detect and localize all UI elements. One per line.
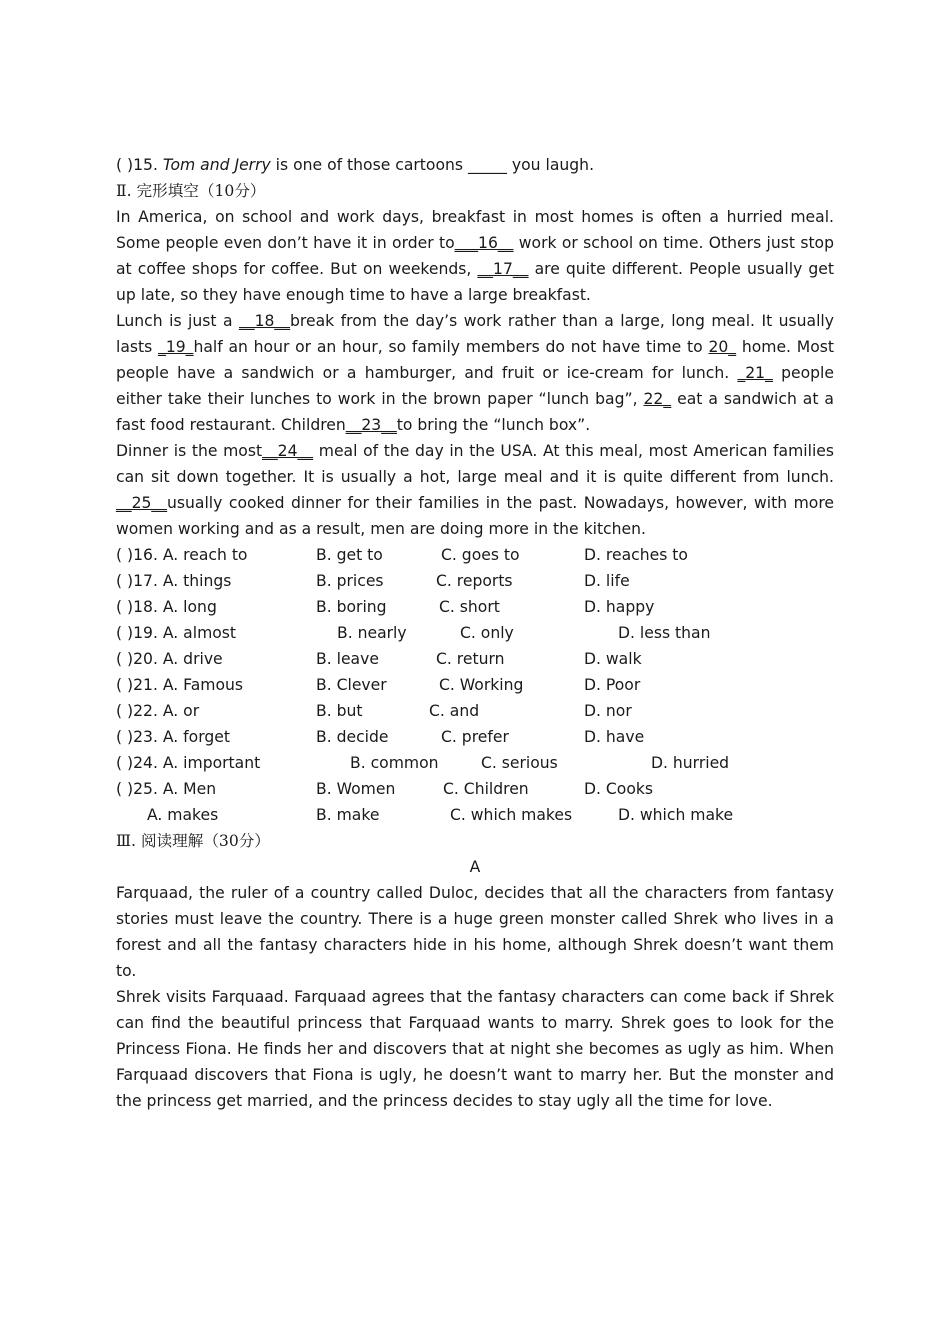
cloze-text: meal of the day in the USA. At this meal, most American families can sit down together. It is usually a hot, large meal and it is quite different from lunch. [116,442,835,486]
cloze-text: are quite different. People usually get up late, so they have enough time to have a large breakfast. [116,260,835,304]
passage-a-label: A [469,858,481,876]
cloze-paragraph-3 [116,438,834,542]
cloze-text: to bring the “lunch box”. [396,416,591,434]
option-row-19: ( )19. A. almost B. nearly C. only D. less than [116,624,711,642]
cloze-paragraph-2 [116,308,834,438]
option-row-25: ( )25. A. Men B. Women C. Children D. Cooks [116,780,654,798]
document-content [116,152,834,1114]
option-row-16: ( )16. A. reach to B. get to C. goes to D. reaches to [116,546,688,564]
cloze-blank: __23__ [345,416,397,434]
cloze-blank: __25__ [116,494,168,512]
cloze-text: break from the day’s work rather than a large, long meal. It usually lasts [116,312,834,356]
question-15: ( )15. Tom and Jerry is one of those cartoons _____ you laugh. [116,156,595,174]
option-row-24: ( )24. A. important B. common C. serious D. hurried [116,754,730,772]
passage-a-paragraph-1: Farquaad, the ruler of a country called Duloc, decides that all the characters from fantasy stories must leave the country. There is a huge green monster called Shrek who lives in a forest and all the fantasy characters hide in his home, although Shrek doesn’t want them to. [116,884,834,980]
option-row-18: ( )18. A. long B. boring C. short D. happy [116,598,655,616]
cloze-paragraph-1 [116,204,834,308]
cloze-text: usually cooked dinner for their families in the past. Nowadays, however, with more women working and as a result, men are doing more in the kitchen. [116,494,834,538]
cloze-blank: __24__ [262,442,314,460]
cloze-text: Lunch is just a [116,312,239,330]
cloze-text: In America, on school and work days, breakfast in most homes is often a hurried meal. Some people even don’t have it in order to [116,208,834,252]
option-row-17: ( )17. A. things B. prices C. reports D. life [116,572,630,590]
option-row-23: ( )23. A. forget B. decide C. prefer D. have [116,728,645,746]
cloze-blank: 22_ [643,390,672,408]
cloze-blank: __18__ [239,312,291,330]
cloze-options [116,542,834,828]
cloze-text: Dinner is the most [116,442,263,460]
cloze-text: people either take their lunches to work in the brown paper “lunch bag”, [116,364,834,408]
section-3-heading: Ⅲ. 阅读理解（30分） [116,832,270,850]
option-row-21: ( )21. A. Famous B. Clever C. Working D. Poor [116,676,641,694]
option-row-20: ( )20. A. drive B. leave C. return D. walk [116,650,642,668]
cloze-text: home. Most people have a sandwich or a hamburger, and fruit or ice-cream for lunch. [116,338,834,382]
section-2-heading: Ⅱ. 完形填空（10分） [116,182,266,200]
option-row-q15: A. makes B. make C. which makes D. which make [147,806,734,824]
passage-a-paragraph-2: Shrek visits Farquaad. Farquaad agrees that the fantasy characters can come back if Shrek can find the beautiful princess that Farquaad wants to marry. Shrek goes to look for the Princess Fiona. He finds her and discovers that at night she becomes as ugly as him. When Farquaad discovers that Fiona is ugly, he doesn’t want to marry her. But the monster and the princess get married, and the princess decides to stay ugly all the time for love. [116,988,834,1110]
cloze-blank: _19_ [158,338,194,356]
cloze-text: eat a sandwich at a fast food restaurant. Children [116,390,834,434]
cartoon-title: Tom and Jerry [162,156,271,174]
cloze-text: work or school on time. Others just stop at coffee shops for coffee. But on weekends, [116,234,834,278]
cloze-text: half an hour or an hour, so family members do not have time to [193,338,709,356]
cloze-blank: _21_ [737,364,773,382]
option-row-22: ( )22. A. or B. but C. and D. nor [116,702,632,720]
cloze-blank: __17__ [477,260,529,278]
cloze-blank: ___16__ [454,234,514,252]
cloze-blank: 20_ [708,338,737,356]
